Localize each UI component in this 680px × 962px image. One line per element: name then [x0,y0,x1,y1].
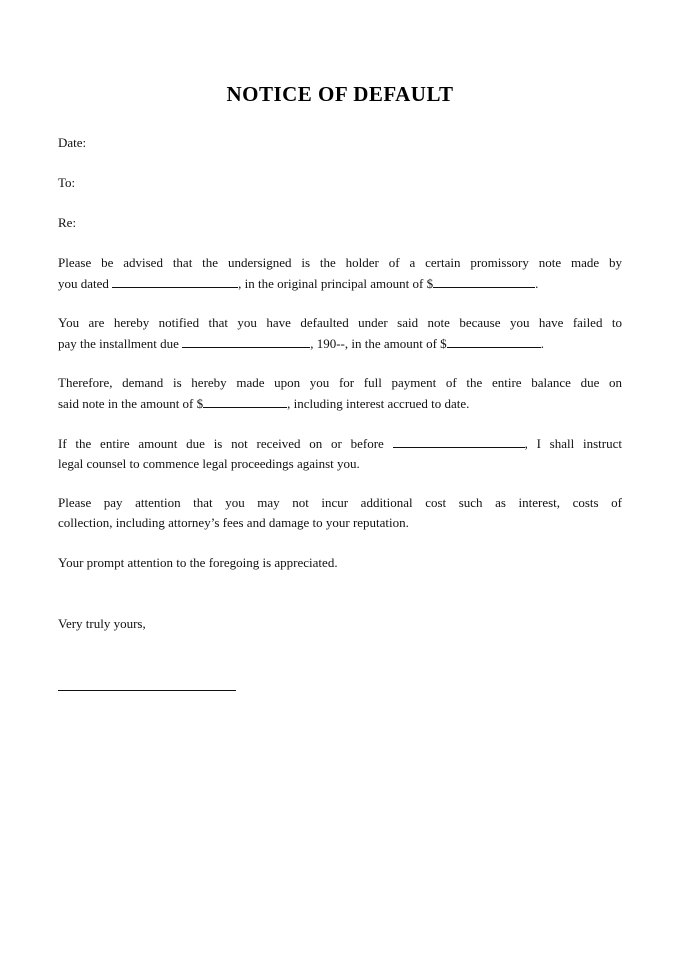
document-title: NOTICE OF DEFAULT [226,82,454,106]
text-segment: said note in the amount of $ [58,396,204,411]
paragraph-line [58,433,622,454]
paragraph-deadline [58,433,622,474]
paragraph-line [58,273,622,294]
paragraph-line: Please be advised that the undersigned is the holder of a certain promissory note made by [58,255,622,270]
paragraph-line [58,333,622,354]
amount-blank [433,273,535,288]
date-label: Date: [58,135,87,150]
paragraph-notified [58,313,622,354]
paragraph-line [58,393,622,414]
paragraph-line: legal counsel to commence legal proceedings against you. [58,456,360,471]
installment-date-blank [182,333,310,348]
text-segment: pay the installment due [58,336,183,351]
closing-text: Very truly yours, [58,616,146,631]
text-segment: you dated [58,276,113,291]
text-segment: . [535,276,539,291]
text-segment: , in the original principal amount of $ [238,276,434,291]
paragraph-line: collection, including attorney’s fees and damage to your reputation. [58,515,409,530]
text-segment: , I shall instruct [524,436,622,451]
text-segment: If the entire amount due is not received on or before [58,436,393,451]
text-segment: , 190--, in the amount of $ [310,336,447,351]
paragraph-line: Please pay attention that you may not incur additional cost such as interest, costs of [58,495,622,510]
to-label: To: [58,175,76,190]
paragraph-demand [58,373,622,414]
installment-amount-blank [447,333,541,348]
re-label: Re: [58,215,77,230]
signature-line [58,690,236,691]
text-segment: . [540,336,544,351]
paragraph-line: You are hereby notified that you have defaulted under said note because you have failed to [58,315,622,330]
balance-amount-blank [203,393,287,408]
paragraph-advised [58,253,622,294]
paragraph-attention [58,493,622,533]
text-segment: , including interest accrued to date. [287,396,470,411]
paragraph-appreciation: Your prompt attention to the foregoing is appreciated. [58,555,338,570]
deadline-date-blank [393,433,525,448]
date-blank [112,273,238,288]
paragraph-line: Therefore, demand is hereby made upon you for full payment of the entire balance due on [58,375,622,390]
